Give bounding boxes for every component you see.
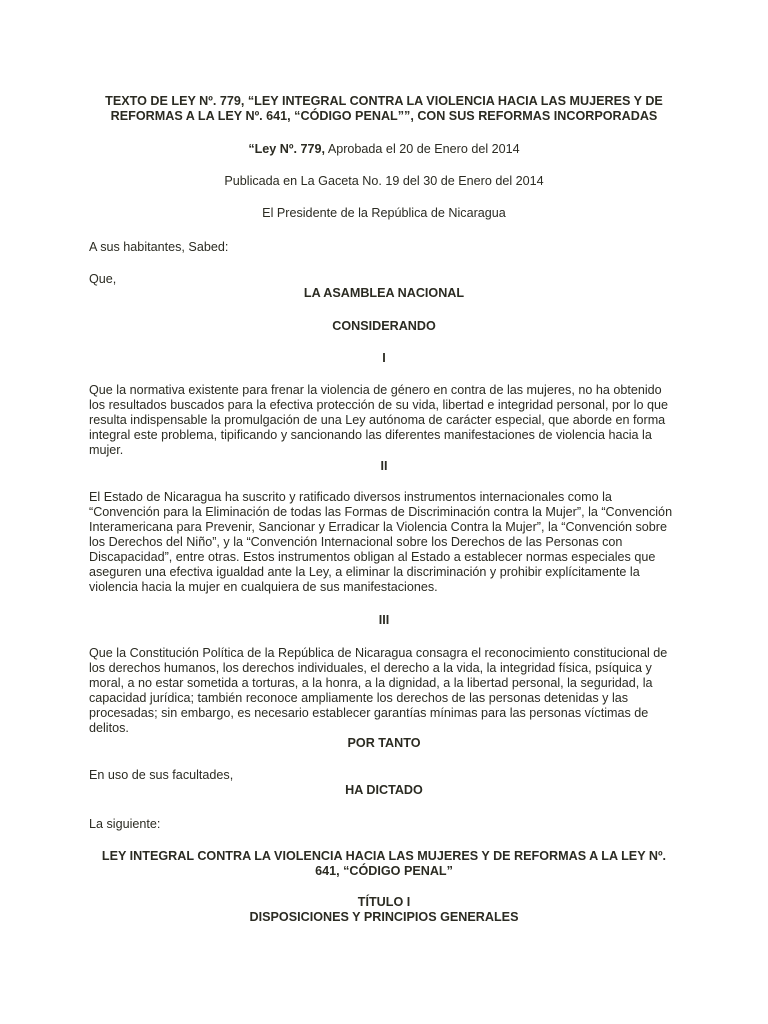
considerando-numeral-2: II xyxy=(380,459,388,473)
habitantes-line: A sus habitantes, Sabed: xyxy=(89,240,229,254)
asamblea-heading: LA ASAMBLEA NACIONAL xyxy=(303,286,465,300)
facultades-line: En uso de sus facultades, xyxy=(89,768,234,782)
ha-dictado-heading: HA DICTADO xyxy=(345,783,423,797)
publication-line: Publicada en La Gaceta No. 19 del 30 de Enero del 2014 xyxy=(224,174,544,188)
considerando-paragraph-1: Que la normativa existente para frenar la violencia de género en contra de las mujeres, no ha obtenido los resultados buscados para la efectiva protección de su vida, libertad e integridad personal, por lo que resulta indispensable la promulgación de una Ley autónoma de carácter especial, que aborde en forma integral este problema, tipificando y sancionando las diferentes manifestaciones de violencia hacia la mujer. xyxy=(89,383,668,457)
considerando-paragraph-2: El Estado de Nicaragua ha suscrito y ratificado diversos instrumentos internacionales como la “Convención para la Eliminación de todas las Formas de Discriminación contra la Mujer”, la “Convención Interamericana para Prevenir, Sancionar y Erradicar la Violencia Contra la Mujer”, la “Convención sobre los Derechos del Niño”, y la “Convención Internacional sobre los Derechos de las Personas con Discapacidad”, entre otras. Estos instrumentos obligan al Estado a establecer normas especiales que aseguren una efectiva igualdad ante la Ley, a eliminar la discriminación y prohibir explícitamente la violencia hacia la mujer en cualquiera de sus manifestaciones. xyxy=(89,490,673,594)
document-title-line-1: TEXTO DE LEY Nº. 779, “LEY INTEGRAL CONTRA LA VIOLENCIA HACIA LAS MUJERES Y DE xyxy=(105,94,663,108)
considerando-paragraph-3: Que la Constitución Política de la República de Nicaragua consagra el reconocimiento constitucional de los derechos humanos, los derechos individuales, el derecho a la vida, la integridad física, psíquica y moral, a no estar sometida a torturas, a la honra, a la dignidad, a la libertad personal, la seguridad, la capacidad jurídica; también reconoce ampliamente los derechos de las personas detenidas y las procesadas; sin embargo, es necesario establecer garantías mínimas para las personas víctimas de delitos. xyxy=(89,646,668,735)
law-title xyxy=(89,849,679,879)
siguiente-line: La siguiente: xyxy=(89,817,161,831)
law-approval-date: Aprobada el 20 de Enero del 2014 xyxy=(325,142,520,156)
law-title-line-1: LEY INTEGRAL CONTRA LA VIOLENCIA HACIA LAS MUJERES Y DE REFORMAS A LA LEY Nº. xyxy=(101,849,667,863)
considerando-numeral-3: III xyxy=(378,613,390,627)
considerando-heading: CONSIDERANDO xyxy=(332,319,436,333)
document-title-line-2: REFORMAS A LA LEY Nº. 641, “CÓDIGO PENAL””, CON SUS REFORMAS INCORPORADAS xyxy=(110,109,658,123)
titulo-name: DISPOSICIONES Y PRINCIPIOS GENERALES xyxy=(249,910,519,924)
considerando-numeral-1: I xyxy=(382,351,386,365)
law-number: “Ley Nº. 779, xyxy=(248,142,326,156)
document-title xyxy=(89,94,679,124)
president-line: El Presidente de la República de Nicaragua xyxy=(262,206,506,220)
por-tanto-heading: POR TANTO xyxy=(347,736,421,750)
titulo-heading xyxy=(89,895,679,925)
law-title-line-2: 641, “CÓDIGO PENAL” xyxy=(315,864,453,878)
titulo-number: TÍTULO I xyxy=(357,895,411,909)
law-reference xyxy=(89,142,679,157)
que-line: Que, xyxy=(89,272,117,286)
